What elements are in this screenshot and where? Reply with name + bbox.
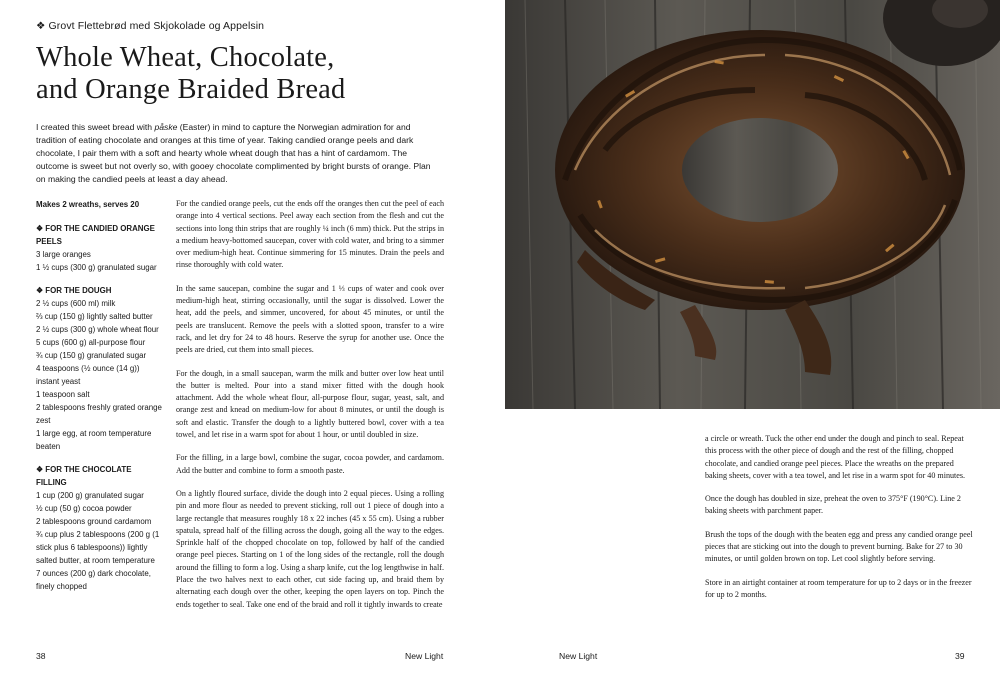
method-paragraph: For the filling, in a large bowl, combine the sugar, cocoa powder, and cardamom. Add the butter and combine to form a smooth paste. [176, 453, 444, 475]
ingredient-group-heading: ❖ FOR THE CANDIED ORANGE PEELS [36, 224, 155, 246]
ingredient-item: 3 large oranges [36, 250, 91, 259]
serves-note: Makes 2 wreaths, serves 20 [36, 200, 140, 209]
method-paragraph: a circle or wreath. Tuck the other end under the dough and pinch to seal. Repeat this process with the other piece of dough and the rest of the filling, chopped chocolate, and candied orange peel pieces. Place the wreaths on the prepared baking sheets, cover with a tea towel, and let rise in a warm spot for 40 minutes. [705, 434, 966, 480]
right-page [500, 0, 1000, 684]
method-paragraph: Once the dough has doubled in size, preheat the oven to 375°F (190°C). Line 2 baking sheets with parchment paper. [705, 494, 961, 516]
ingredient-item: 1 large egg, at room temperature beaten [36, 429, 152, 451]
ingredient-group-heading: ❖ FOR THE DOUGH [36, 286, 112, 295]
ingredient-item: 1 teaspoon salt [36, 390, 90, 399]
method-column-right [705, 433, 973, 612]
ingredient-item: 2 ½ cups (300 g) whole wheat flour [36, 325, 159, 334]
intro-text-start: I created this sweet bread with [36, 122, 155, 132]
title-line-1: Whole Wheat, Chocolate, [36, 42, 335, 73]
ingredient-groups [36, 222, 164, 593]
method-column-left [176, 198, 444, 622]
ingredient-item: 1 cup (200 g) granulated sugar [36, 491, 144, 500]
ingredient-list [36, 248, 164, 274]
method-paragraph: For the dough, in a small saucepan, warm the milk and butter over low heat until the butter is melted. Pour into a stand mixer fitted with the dough hook attachment. Add the whole wheat flour, all-purpose flour, sugar, yeast, salt, and orange zest and knead on medium-low for about 8 minutes, or until the dough is soft and elastic. Transfer the dough to a lightly buttered bowl, cover with a tea towel, and let rise in a warm spot for about 1 hour, or until doubled in size. [176, 368, 444, 440]
ingredient-item: 2 tablespoons freshly grated orange zest [36, 403, 162, 425]
ingredient-list [36, 489, 164, 593]
braided-bread-photo-illustration [505, 0, 1000, 409]
ingredient-item: ¾ cup plus 2 tablespoons (200 g (1 stick plus 6 tablespoons)) lightly salted butter, at room temperature [36, 530, 160, 565]
method-paragraph: On a lightly floured surface, divide the dough into 2 equal pieces. Using a rolling pin and more flour as needed to prevent sticking, roll out 1 piece of dough into a large rectangle that measures roughly 18 x 22 inches (45 x 55 cm). Using a rubber spatula, spread half of the filling across the dough, going all the way to the edges. Sprinkle half of the chopped chocolate on top, followed by half of the candied orange peel pieces. Starting on 1 of the long sides of the rectangle, roll the dough around the filling to form a log. Using a sharp knife, cut the log lengthwise in half. Place the two halves next to each other, cut side facing up, and braid them by alternating each dough over the other, keeping the open layers on top. Pinch the ends together to seal. Take one end of the braid and roll it tightly inwards to create [176, 488, 444, 609]
method-paragraph: In the same saucepan, combine the sugar and 1 ⅓ cups of water and cook over medium-high heat, stirring occasionally, until the sugar is dissolved. Lower the heat, add the peels, and simmer, uncovered, for about 45 minutes, or until the peels are translucent. Remove the peels with a slotted spoon, transfer to a wire rack, and let dry for 24 to 48 hours. Reserve the syrup for another use. Once the peels are dried, cut them into small pieces. [176, 283, 444, 355]
ingredient-item: 2 tablespoons ground cardamom [36, 517, 152, 526]
ingredients-column [36, 198, 164, 603]
method-paragraph: Brush the tops of the dough with the beaten egg and press any candied orange peel pieces that are sticking out into the dough to prevent burning. Bake for 27 to 30 minutes, or until golden brown on top. Let cool slightly before serving. [705, 529, 973, 564]
intro-text-end: (Easter) in mind to capture the Norwegian admiration for and tradition of eating chocolate and oranges at this time of year. Taking candied orange peels and dark chocolate, I pair them with a soft and hearty whole wheat dough that has a hint of cardamom. The outcome is sweet but not overly so, with gooey chocolate complimented by bright bursts of orange. Plan on making the candied peels at least a day ahead. [36, 122, 431, 184]
recipe-title [36, 42, 476, 106]
method-paragraph: For the candied orange peels, cut the ends off the oranges then cut the peel of each orange into 4 vertical sections. Peel away each section from the flesh and cut the sections into long thin strips that are roughly ¼ inch (6 mm) thick. Put the strips in a medium heavy-bottomed saucepan, cover with cold water, and bring to a simmer over medium-high heat. Continue simmering for 15 minutes. Drain the peels and rinse thoroughly with cold water. [176, 199, 444, 270]
ingredient-item: 2 ½ cups (600 ml) milk [36, 299, 116, 308]
ingredient-list [36, 297, 164, 453]
page-number-right: 39 [955, 651, 965, 661]
ingredient-item: 4 teaspoons (½ ounce (14 g)) instant yeast [36, 364, 140, 386]
running-footer-right: New Light [559, 651, 598, 661]
running-footer-left: New Light [405, 651, 444, 661]
recipe-kicker: ❖ Grovt Flettebrød med Skjokolade og Appelsin [36, 20, 265, 32]
ingredient-item: 1 ½ cups (300 g) granulated sugar [36, 263, 157, 272]
ingredient-item: 5 cups (600 g) all-purpose flour [36, 338, 146, 347]
recipe-intro [36, 121, 442, 186]
ingredient-item: 7 ounces (200 g) dark chocolate, finely chopped [36, 569, 151, 591]
ingredient-group-heading: ❖ FOR THE CHOCOLATE FILLING [36, 465, 132, 487]
ingredient-item: ½ cup (50 g) cocoa powder [36, 504, 132, 513]
intro-italic-word: påske [154, 122, 178, 132]
ingredient-item: ¾ cup (150 g) granulated sugar [36, 351, 147, 360]
method-paragraph: Store in an airtight container at room temperature for up to 2 days or in the freezer for up to 2 months. [705, 577, 972, 599]
ingredient-item: ⅔ cup (150 g) lightly salted butter [36, 312, 153, 321]
bread-photo [505, 0, 1000, 409]
page-number-left: 38 [36, 651, 46, 661]
title-line-2: and Orange Braided Bread [36, 74, 346, 105]
